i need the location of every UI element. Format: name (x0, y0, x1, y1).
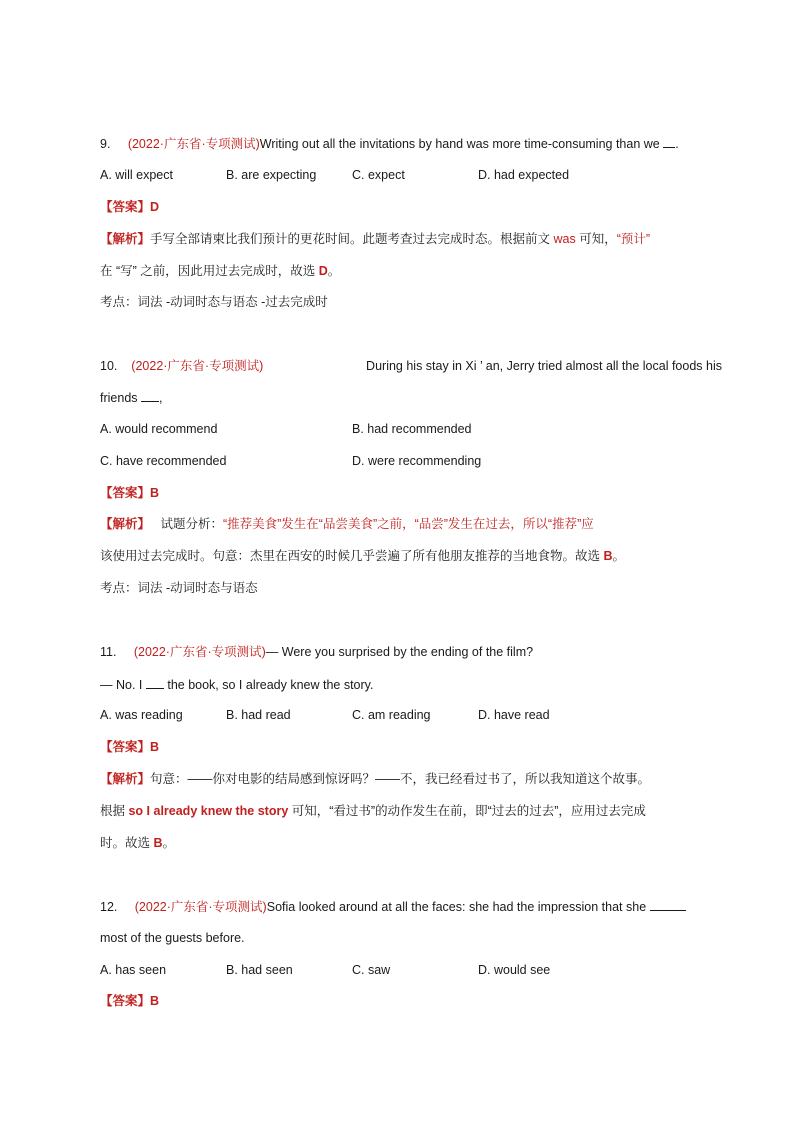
analysis-highlight: B (153, 836, 163, 850)
analysis-label: 【解析】 (100, 517, 151, 531)
analysis-text: 可知，“看过书”的动作发生在前，即“过去的过去”，应用过去完成 (288, 804, 646, 818)
question-source: (2022·广东省·专项测试) (133, 645, 266, 659)
analysis-highlight: “推荐美食”发生在“品尝美食”之前，“品尝”发生在过去，所以“推荐”应 (222, 517, 594, 531)
analysis-label: 【解析】 (100, 232, 151, 246)
answer-value: B (150, 486, 160, 500)
option-a: A. was reading (100, 708, 183, 722)
question-number: 12. (100, 900, 118, 914)
answer-label: 【答案】 (100, 200, 151, 214)
analysis-text: 试题分析： (160, 517, 223, 531)
analysis-highlight: “预计” (616, 232, 651, 246)
question-10-analysis-line-2 (100, 548, 722, 564)
option-c: C. expect (352, 168, 405, 182)
question-text: Sofia looked around at all the faces: she had the impression that she (266, 900, 647, 914)
question-number: 9. (100, 137, 111, 151)
option-c: C. have recommended (100, 454, 227, 468)
option-a: A. has seen (100, 963, 167, 977)
question-12-answer (100, 993, 722, 1009)
analysis-text: 。 (612, 549, 626, 563)
question-text: — No. I (100, 678, 143, 692)
question-10-stem-line-2 (100, 389, 722, 406)
question-text: friends (100, 391, 138, 405)
answer-blank (141, 389, 159, 402)
question-number: 11. (100, 645, 117, 659)
answer-value: D (150, 200, 160, 214)
analysis-text: 。 (327, 264, 341, 278)
question-9-analysis-line-2 (100, 263, 722, 279)
question-text: Writing out all the invitations by hand was more time-consuming than we (259, 137, 660, 151)
analysis-highlight: D (318, 264, 328, 278)
answer-label: 【答案】 (100, 486, 151, 500)
question-12-stem-line-1 (100, 898, 722, 915)
question-9-stem (100, 135, 722, 152)
question-11-analysis-line-1 (100, 771, 722, 787)
question-11-stem-line-2 (100, 676, 722, 693)
question-11-answer (100, 739, 722, 755)
question-text: During his stay in Xi ’ an, Jerry tried almost all the local foods his (366, 359, 722, 373)
answer-label: 【答案】 (100, 740, 151, 754)
option-a: A. would recommend (100, 422, 218, 436)
option-d: D. were recommending (352, 454, 482, 468)
question-10-kaodian: 考点：词法 -动词时态与语态 (100, 581, 258, 595)
analysis-text: 该使用过去完成时。句意：杰里在西安的时候几乎尝遍了所有他朋友推荐的当地食物。故选 (100, 549, 604, 563)
question-text: — Were you surprised by the ending of the film? (265, 645, 534, 659)
question-number: 10. (100, 359, 118, 373)
answer-label: 【答案】 (100, 994, 151, 1008)
analysis-highlight: so I already knew the story (128, 804, 289, 818)
question-12-stem-line-2: most of the guests before. (100, 931, 245, 945)
question-9-analysis-line-1 (100, 231, 722, 247)
option-b: B. had seen (226, 963, 293, 977)
analysis-highlight: B (603, 549, 613, 563)
question-11-analysis-line-3 (100, 835, 722, 851)
analysis-highlight: was (553, 232, 576, 246)
analysis-text: 可知， (575, 232, 617, 246)
analysis-text: 根据 (100, 804, 129, 818)
option-a: A. will expect (100, 168, 173, 182)
option-d: D. have read (478, 708, 550, 722)
analysis-text: 。 (162, 836, 176, 850)
analysis-text: 在 “写” 之前，因此用过去完成时，故选 (100, 264, 319, 278)
option-d: D. would see (478, 963, 551, 977)
question-9-kaodian: 考点：词法 -动词时态与语态 -过去完成时 (100, 295, 328, 309)
question-9-answer (100, 199, 722, 215)
answer-blank (650, 898, 686, 911)
answer-blank (146, 676, 164, 689)
question-11-analysis-line-2 (100, 803, 722, 819)
question-11-stem-line-1 (100, 644, 722, 660)
answer-value: B (150, 994, 160, 1008)
question-text: the book, so I already knew the story. (167, 678, 374, 692)
question-text-end: , (159, 391, 163, 405)
analysis-text: 时。故选 (100, 836, 154, 850)
question-10-stem-line-1 (100, 358, 722, 374)
question-source: (2022·广东省·专项测试) (127, 137, 260, 151)
option-c: C. saw (352, 963, 391, 977)
question-10-analysis-line-1 (100, 516, 722, 532)
question-source: (2022·广东省·专项测试) (131, 359, 264, 373)
option-b: B. are expecting (226, 168, 317, 182)
analysis-text: 手写全部请柬比我们预计的更花时间。此题考查过去完成时态。根据前文 (150, 232, 554, 246)
option-b: B. had recommended (352, 422, 472, 436)
analysis-text: 句意：——你对电影的结局感到惊讶吗？——不，我已经看过书了，所以我知道这个故事。 (150, 772, 651, 786)
option-c: C. am reading (352, 708, 431, 722)
question-text-end: . (675, 137, 679, 151)
answer-blank (663, 135, 675, 148)
question-source: (2022·广东省·专项测试) (134, 900, 267, 914)
answer-value: B (150, 740, 160, 754)
option-d: D. had expected (478, 168, 570, 182)
option-b: B. had read (226, 708, 291, 722)
question-10-answer (100, 485, 722, 501)
analysis-label: 【解析】 (100, 772, 151, 786)
